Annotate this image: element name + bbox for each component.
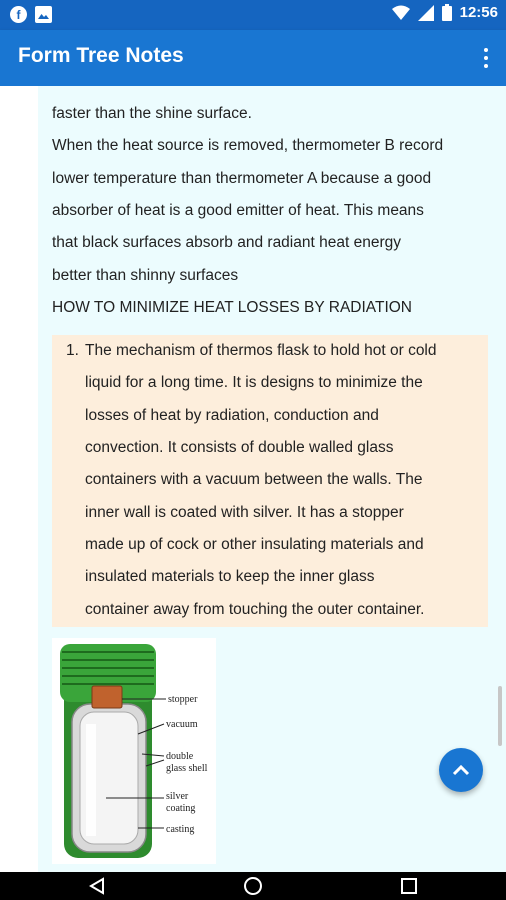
article-card	[38, 86, 506, 872]
paragraph-line: When the heat source is removed, thermometer B record	[52, 137, 444, 154]
diagram-label: silver	[166, 791, 189, 802]
list-item-line: convection. It consists of double walled glass	[85, 439, 394, 456]
diagram-label: glass shell	[166, 763, 208, 774]
ordered-list	[52, 335, 488, 627]
list-item-line: container away from touching the outer container.	[85, 601, 425, 618]
paragraph-line: better than shinny surfaces	[52, 267, 239, 284]
paragraph-line: absorber of heat is a good emitter of heat. This means	[52, 202, 424, 219]
app-bar	[0, 30, 506, 86]
list-item-line: losses of heat by radiation, conduction and	[85, 407, 379, 424]
list-item-line: The mechanism of thermos flask to hold hot or cold	[85, 342, 437, 359]
diagram-label: vacuum	[166, 719, 198, 730]
diagram-label: stopper	[168, 694, 198, 705]
home-icon	[243, 876, 263, 896]
battery-icon	[442, 4, 452, 21]
diagram-label: casting	[166, 824, 195, 835]
facebook-icon: f	[10, 6, 27, 23]
more-vert-icon[interactable]	[480, 46, 492, 70]
list-item-line: containers with a vacuum between the walls. The	[85, 471, 423, 488]
scrollbar[interactable]	[498, 686, 502, 746]
back-icon	[89, 877, 105, 895]
list-item-line: liquid for a long time. It is designs to minimize the	[85, 374, 423, 391]
wifi-icon	[392, 5, 410, 21]
image-icon	[35, 6, 52, 23]
list-item-line: insulated materials to keep the inner glass	[85, 568, 375, 585]
back-button[interactable]	[86, 876, 108, 896]
list-number: 1.	[66, 342, 79, 359]
paragraph-line: lower temperature than thermometer A because a good	[52, 170, 432, 187]
recents-button[interactable]	[398, 876, 420, 896]
signal-icon	[418, 5, 434, 21]
diagram-label: coating	[166, 803, 196, 814]
app-title: Form Tree Notes	[18, 44, 184, 67]
list-item-line: inner wall is coated with silver. It has a stopper	[85, 504, 404, 521]
recents-icon	[401, 878, 417, 894]
diagram-label: double	[166, 751, 194, 762]
scroll-to-top-button[interactable]	[439, 748, 483, 792]
status-bar	[0, 0, 506, 30]
content-area[interactable]	[0, 86, 506, 872]
list-item-line: made up of cock or other insulating materials and	[85, 536, 424, 553]
paragraph-line: that black surfaces absorb and radiant heat energy	[52, 234, 401, 251]
thermos-flask-diagram	[52, 638, 216, 864]
clock: 12:56	[459, 4, 498, 21]
navigation-bar	[0, 872, 506, 900]
section-heading: HOW TO MINIMIZE HEAT LOSSES BY RADIATION	[52, 299, 413, 316]
paragraph-line: faster than the shine surface.	[52, 105, 252, 122]
chevron-up-icon	[452, 764, 470, 776]
home-button[interactable]	[242, 876, 264, 896]
